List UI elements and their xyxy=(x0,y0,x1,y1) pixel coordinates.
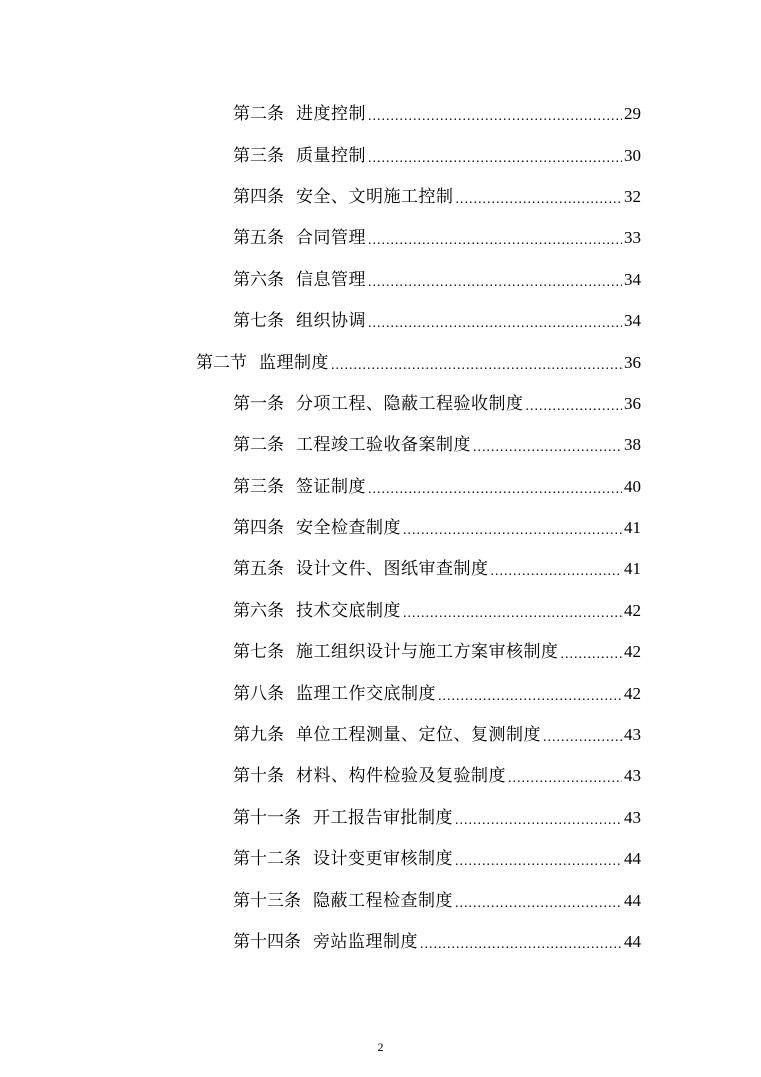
toc-entry-page: 42 xyxy=(624,600,641,620)
toc-entry-page: 41 xyxy=(624,559,641,579)
dot-leader xyxy=(543,730,622,746)
toc-entry-number: 第六条 xyxy=(233,600,284,621)
dot-leader xyxy=(455,813,622,829)
toc-entry[interactable] xyxy=(0,339,761,380)
dot-leader xyxy=(455,896,622,912)
toc-entry-number: 第四条 xyxy=(233,518,284,539)
dot-leader xyxy=(455,854,622,870)
toc-entry[interactable] xyxy=(0,546,761,587)
toc-entry-title: 工程竣工验收备案制度 xyxy=(296,435,471,456)
toc-entry-title: 监理制度 xyxy=(259,352,329,373)
toc-entry[interactable] xyxy=(0,877,761,918)
dot-leader xyxy=(368,109,622,125)
toc-entry-page: 42 xyxy=(624,642,641,662)
toc-entry-number: 第五条 xyxy=(233,228,284,249)
toc-entry[interactable] xyxy=(0,422,761,463)
toc-entry-page: 44 xyxy=(624,890,641,910)
toc-entry-page: 43 xyxy=(624,766,641,786)
toc-entry-number: 第二条 xyxy=(233,104,284,125)
toc-entry-page: 43 xyxy=(624,725,641,745)
dot-leader xyxy=(403,606,622,622)
toc-entry[interactable] xyxy=(0,381,761,422)
toc-entry-number: 第十四条 xyxy=(233,932,301,952)
toc-entry[interactable] xyxy=(0,588,761,629)
toc-entry[interactable] xyxy=(0,215,761,256)
toc-entry-number: 第五条 xyxy=(233,559,284,580)
toc-entry-page: 36 xyxy=(624,393,641,413)
toc-entry-title: 技术交底制度 xyxy=(296,600,401,621)
toc-entry-title: 信息管理 xyxy=(296,269,366,290)
toc-entry-page: 44 xyxy=(624,932,641,951)
toc-entry-title: 监理工作交底制度 xyxy=(296,683,436,704)
toc-entry-number: 第九条 xyxy=(233,725,284,746)
toc-entry[interactable] xyxy=(0,753,761,794)
toc-entry-page: 42 xyxy=(624,683,641,703)
toc-entry-title: 质量控制 xyxy=(296,145,366,166)
toc-entry[interactable] xyxy=(0,257,761,298)
toc-entry-number: 第二条 xyxy=(233,435,284,456)
dot-leader xyxy=(438,689,622,705)
page-number-footer: 2 xyxy=(377,1040,384,1054)
toc-entry-title: 设计变更审核制度 xyxy=(313,849,453,870)
toc-entry[interactable] xyxy=(0,464,761,505)
toc-entry-number: 第七条 xyxy=(233,642,284,663)
toc-entry[interactable] xyxy=(0,629,761,670)
toc-entry-page: 33 xyxy=(624,228,641,248)
toc-entry-page: 38 xyxy=(624,435,641,455)
toc-entry[interactable] xyxy=(0,919,761,960)
toc-entry-title: 进度控制 xyxy=(296,104,366,125)
dot-leader xyxy=(473,440,622,456)
dot-leader xyxy=(420,937,622,953)
dot-leader xyxy=(368,482,622,498)
dot-leader xyxy=(491,564,623,580)
toc-entry-page: 32 xyxy=(624,186,641,206)
toc-entry-page: 41 xyxy=(624,518,641,538)
toc-entry-title: 分项工程、隐蔽工程验收制度 xyxy=(296,393,524,414)
dot-leader xyxy=(368,275,622,291)
toc-entry-number: 第十二条 xyxy=(233,849,301,870)
toc-entry-title: 开工报告审批制度 xyxy=(313,807,453,828)
toc-entry[interactable] xyxy=(0,132,761,173)
toc-entry-number: 第七条 xyxy=(233,311,284,332)
toc-entry-page: 36 xyxy=(624,352,641,372)
toc-entry-number: 第四条 xyxy=(233,186,284,207)
dot-leader xyxy=(561,647,623,663)
table-of-contents xyxy=(0,91,761,960)
toc-entry-title: 安全检查制度 xyxy=(296,518,401,539)
toc-entry-page: 29 xyxy=(624,104,641,124)
dot-leader xyxy=(456,192,623,208)
toc-entry-title: 组织协调 xyxy=(296,311,366,332)
toc-entry-page: 43 xyxy=(624,807,641,827)
toc-entry-page: 44 xyxy=(624,849,641,869)
toc-entry-title: 合同管理 xyxy=(296,228,366,249)
toc-entry-page: 34 xyxy=(624,311,641,331)
toc-entry-number: 第十一条 xyxy=(233,807,301,828)
toc-entry-number: 第一条 xyxy=(233,393,284,414)
toc-entry-title: 单位工程测量、定位、复测制度 xyxy=(296,725,541,746)
dot-leader xyxy=(368,233,622,249)
toc-entry[interactable] xyxy=(0,91,761,132)
toc-entry-number: 第二节 xyxy=(196,352,247,373)
toc-entry-number: 第六条 xyxy=(233,269,284,290)
toc-entry-title: 设计文件、图纸审查制度 xyxy=(296,559,489,580)
toc-entry-page: 30 xyxy=(624,145,641,165)
toc-entry[interactable] xyxy=(0,174,761,215)
toc-entry-number: 第八条 xyxy=(233,683,284,704)
toc-entry-title: 材料、构件检验及复验制度 xyxy=(296,766,506,787)
dot-leader xyxy=(368,316,622,332)
toc-entry-number: 第十条 xyxy=(233,766,284,787)
dot-leader xyxy=(403,523,622,539)
toc-entry[interactable] xyxy=(0,298,761,339)
toc-entry[interactable] xyxy=(0,505,761,546)
toc-entry[interactable] xyxy=(0,712,761,753)
toc-entry-title: 安全、文明施工控制 xyxy=(296,186,454,207)
dot-leader xyxy=(331,358,622,374)
toc-entry[interactable] xyxy=(0,836,761,877)
toc-entry-title: 签证制度 xyxy=(296,476,366,497)
toc-entry-title: 旁站监理制度 xyxy=(313,932,418,952)
dot-leader xyxy=(526,399,623,415)
toc-entry-number: 第三条 xyxy=(233,476,284,497)
toc-entry[interactable] xyxy=(0,795,761,836)
toc-entry-page: 40 xyxy=(624,476,641,496)
toc-entry-number: 第三条 xyxy=(233,145,284,166)
toc-entry[interactable] xyxy=(0,670,761,711)
dot-leader xyxy=(508,771,622,787)
dot-leader xyxy=(368,151,622,167)
toc-entry-title: 施工组织设计与施工方案审核制度 xyxy=(296,642,559,663)
toc-entry-title: 隐蔽工程检查制度 xyxy=(313,890,453,911)
toc-entry-page: 34 xyxy=(624,269,641,289)
toc-entry-number: 第十三条 xyxy=(233,890,301,911)
